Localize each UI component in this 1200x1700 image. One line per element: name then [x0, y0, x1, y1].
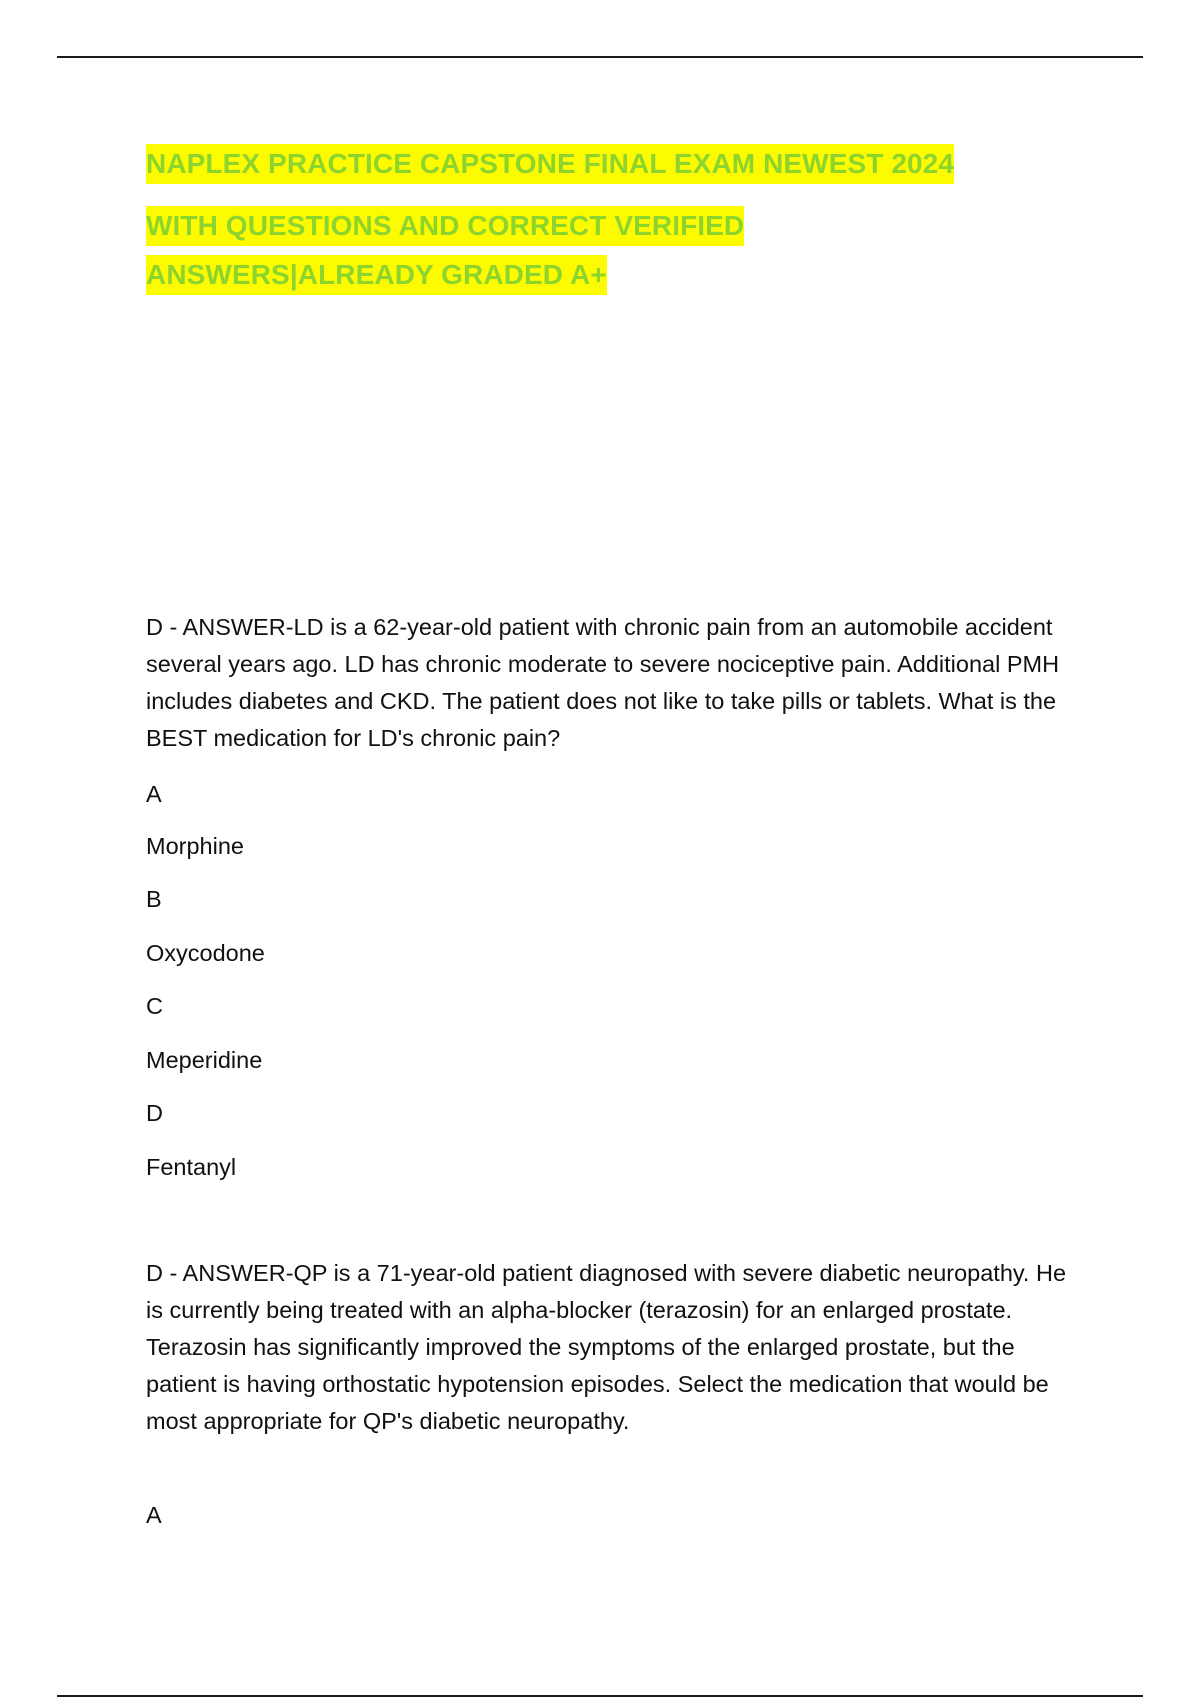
title-line-1: NAPLEX PRACTICE CAPSTONE FINAL EXAM NEWEST 2024 [146, 144, 954, 184]
question-2-text: D - ANSWER-QP is a 71-year-old patient diagnosed with severe diabetic neuropathy. He is currently being treated with an alpha-blocker (terazosin) for an enlarged prostate. Terazosin has significantly improved the symptoms of the enlarged prostate, but the patient is having orthostatic hypotension episodes. Select the medication that would be most appropriate for QP's diabetic neuropathy. [146, 1260, 1067, 1434]
title-line-3: ANSWERS|ALREADY GRADED A+ [146, 255, 607, 295]
question-2-option-letter-a: A [146, 1502, 162, 1528]
question-1-option-letter-d: D [146, 1100, 163, 1126]
question-1-option-letter-a: A [146, 781, 162, 807]
question-1-option-answer-c: Meperidine [146, 1047, 263, 1073]
bottom-rule [57, 1695, 1143, 1697]
question-1-option-letter-c: C [146, 993, 163, 1019]
question-1-option-answer-d: Fentanyl [146, 1154, 237, 1180]
title-line-2: WITH QUESTIONS AND CORRECT VERIFIED [146, 206, 744, 246]
question-1-option-letter-b: B [146, 886, 162, 912]
question-1-option-answer-b: Oxycodone [146, 940, 265, 966]
question-1-option-answer-a: Morphine [146, 833, 244, 859]
top-rule [57, 56, 1143, 58]
question-1-text: D - ANSWER-LD is a 62-year-old patient with chronic pain from an automobile accident several years ago. LD has chronic moderate to severe nociceptive pain. Additional PMH includes diabetes and CKD. The patient does not like to take pills or tablets. What is the BEST medication for LD's chronic pain? [146, 614, 1060, 751]
